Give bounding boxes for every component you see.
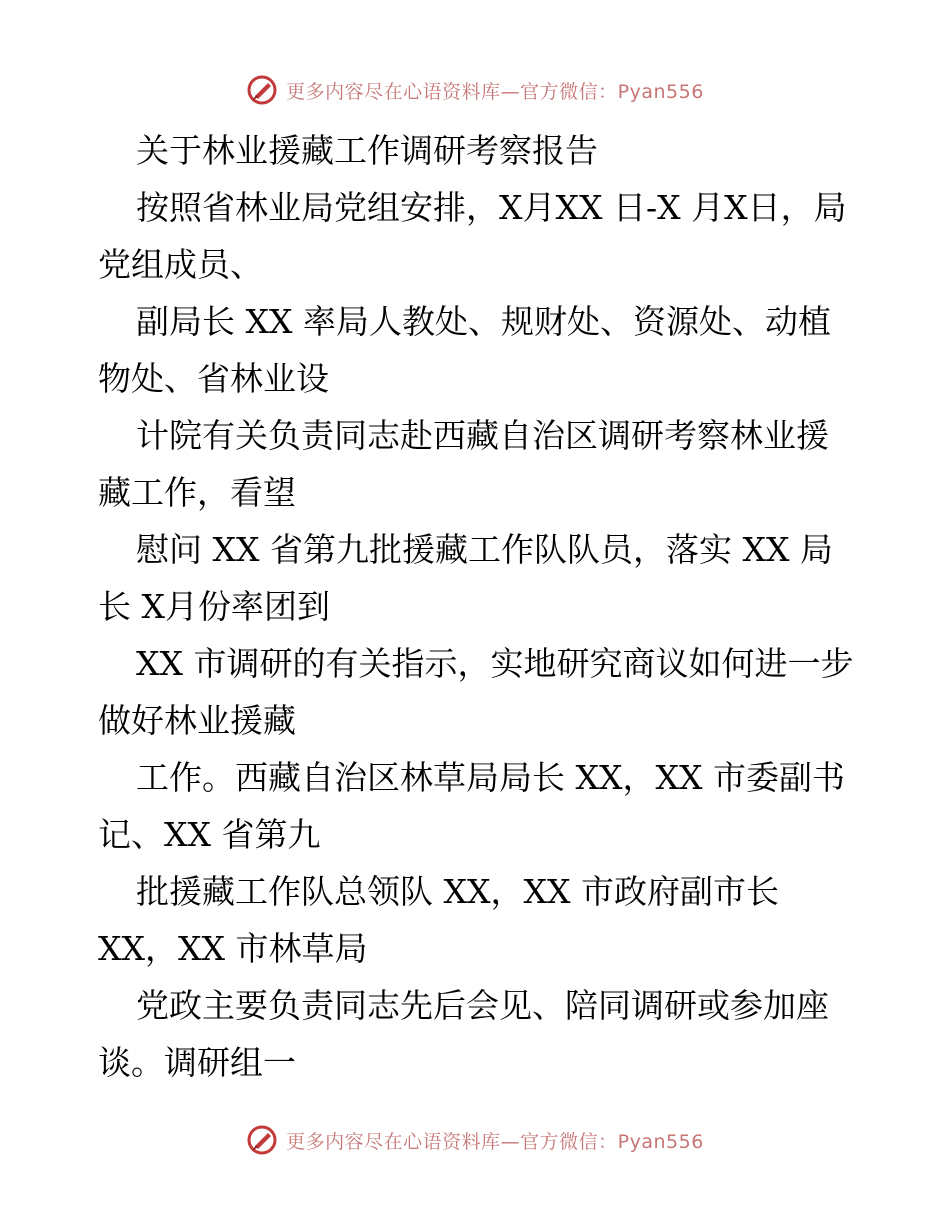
header-banner [0, 70, 950, 110]
paragraph: 计院有关负责同志赴西藏自治区调研考察林业援藏工作，看望 [98, 416, 829, 512]
logo-icon [246, 1124, 278, 1156]
paragraph: 批援藏工作队总领队 XX，XX 市政府副市长 XX，XX 市林草局 [98, 872, 779, 968]
paragraph: 党政主要负责同志先后会见、陪同调研或参加座谈。调研组一 [98, 986, 829, 1082]
paragraph: 工作。西藏自治区林草局局长 XX，XX 市委副书记、XX 省第九 [98, 758, 845, 854]
paragraph: XX 市调研的有关指示，实地研究商议如何进一步做好林业援藏 [98, 644, 854, 740]
document-body [98, 122, 858, 1091]
paragraph: 副局长 XX 率局人教处、规财处、资源处、动植物处、省林业设 [98, 302, 831, 398]
banner-text: 更多内容尽在心语资料库—官方微信：Pyan556 [286, 80, 704, 103]
logo-icon [246, 74, 278, 106]
paragraph: 慰问 XX 省第九批援藏工作队队员，落实 XX 局长 X月份率团到 [98, 530, 833, 626]
banner-text: 更多内容尽在心语资料库—官方微信：Pyan556 [286, 1130, 704, 1153]
paragraph: 按照省林业局党组安排，X月XX 日-X 月X日，局党组成员、 [98, 188, 847, 284]
footer-banner [0, 1120, 950, 1160]
document-title: 关于林业援藏工作调研考察报告 [136, 131, 598, 170]
